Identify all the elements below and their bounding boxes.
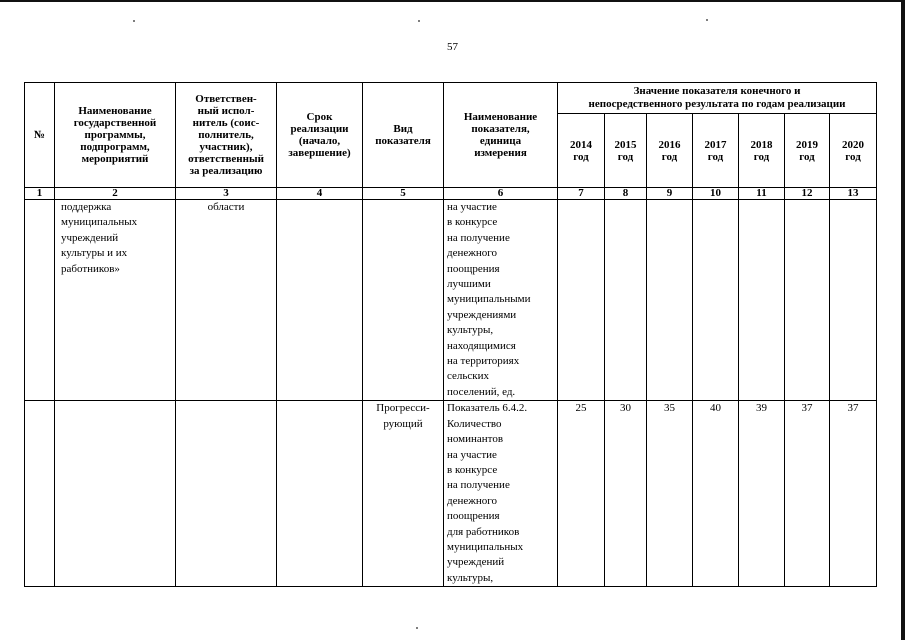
cell-value-2018 [739, 200, 785, 401]
header-year-2018: 2018 год [739, 114, 785, 188]
header-no: № [25, 83, 55, 188]
scan-speck [706, 19, 708, 21]
column-number: 4 [277, 188, 363, 200]
cell-indicator-type: Прогресси- рующий [363, 401, 444, 587]
header-values-group: Значение показателя конечного и непосредственного результата по годам реализации [558, 83, 877, 114]
column-number: 12 [785, 188, 830, 200]
cell-value-2018: 39 [739, 401, 785, 587]
cell-program [55, 401, 176, 587]
cell-value-2019: 37 [785, 401, 830, 587]
header-indicator-name: Наименование показателя, единица измерения [444, 83, 558, 188]
cell-value-2020: 37 [830, 401, 877, 587]
cell-indicator-type [363, 200, 444, 401]
page-number: 57 [447, 41, 458, 53]
page-right-border [901, 0, 905, 640]
table-row [25, 200, 877, 401]
table-row [25, 401, 877, 587]
cell-value-2014: 25 [558, 401, 605, 587]
column-number: 8 [605, 188, 647, 200]
header-indicator-type: Вид показателя [363, 83, 444, 188]
header-year-2020: 2020 год [830, 114, 877, 188]
cell-term [277, 200, 363, 401]
column-number: 13 [830, 188, 877, 200]
column-number: 9 [647, 188, 693, 200]
column-number-row [25, 188, 877, 200]
header-year-2015: 2015 год [605, 114, 647, 188]
header-year-2016: 2016 год [647, 114, 693, 188]
column-number: 6 [444, 188, 558, 200]
column-number: 3 [176, 188, 277, 200]
cell-value-2016: 35 [647, 401, 693, 587]
cell-value-2015: 30 [605, 401, 647, 587]
column-number: 11 [739, 188, 785, 200]
cell-value-2015 [605, 200, 647, 401]
column-number: 10 [693, 188, 739, 200]
cell-no [25, 200, 55, 401]
cell-responsible [176, 401, 277, 587]
cell-term [277, 401, 363, 587]
cell-program: поддержка муниципальных учреждений культуры и их работников» [55, 200, 176, 401]
cell-value-2020 [830, 200, 877, 401]
column-number: 5 [363, 188, 444, 200]
header-responsible: Ответствен- ный испол- нитель (соис- полнитель, участник), ответственный за реализацию [176, 83, 277, 188]
scan-speck [418, 20, 420, 22]
cell-indicator-name: Показатель 6.4.2. Количество номинантов на участие в конкурсе на получение денежного поощрения для работников муниципальных учреждений культуры, [444, 401, 558, 587]
header-program: Наименование государственной программы, подпрограмм, мероприятий [55, 83, 176, 188]
column-number: 1 [25, 188, 55, 200]
cell-indicator-name: на участие в конкурсе на получение денежного поощрения лучшими муниципальными учреждениями культуры, находящимися на территориях сельских поселений, ед. [444, 200, 558, 401]
page-top-border [0, 0, 905, 2]
cell-value-2014 [558, 200, 605, 401]
scan-speck [416, 627, 418, 629]
header-year-2017: 2017 год [693, 114, 739, 188]
cell-responsible: области [176, 200, 277, 401]
cell-value-2016 [647, 200, 693, 401]
header-year-2019: 2019 год [785, 114, 830, 188]
cell-value-2019 [785, 200, 830, 401]
scan-speck [133, 20, 135, 22]
cell-no [25, 401, 55, 587]
cell-value-2017 [693, 200, 739, 401]
column-number: 2 [55, 188, 176, 200]
header-term: Срок реализации (начало, завершение) [277, 83, 363, 188]
column-number: 7 [558, 188, 605, 200]
indicator-table [24, 82, 877, 587]
header-year-2014: 2014 год [558, 114, 605, 188]
cell-value-2017: 40 [693, 401, 739, 587]
